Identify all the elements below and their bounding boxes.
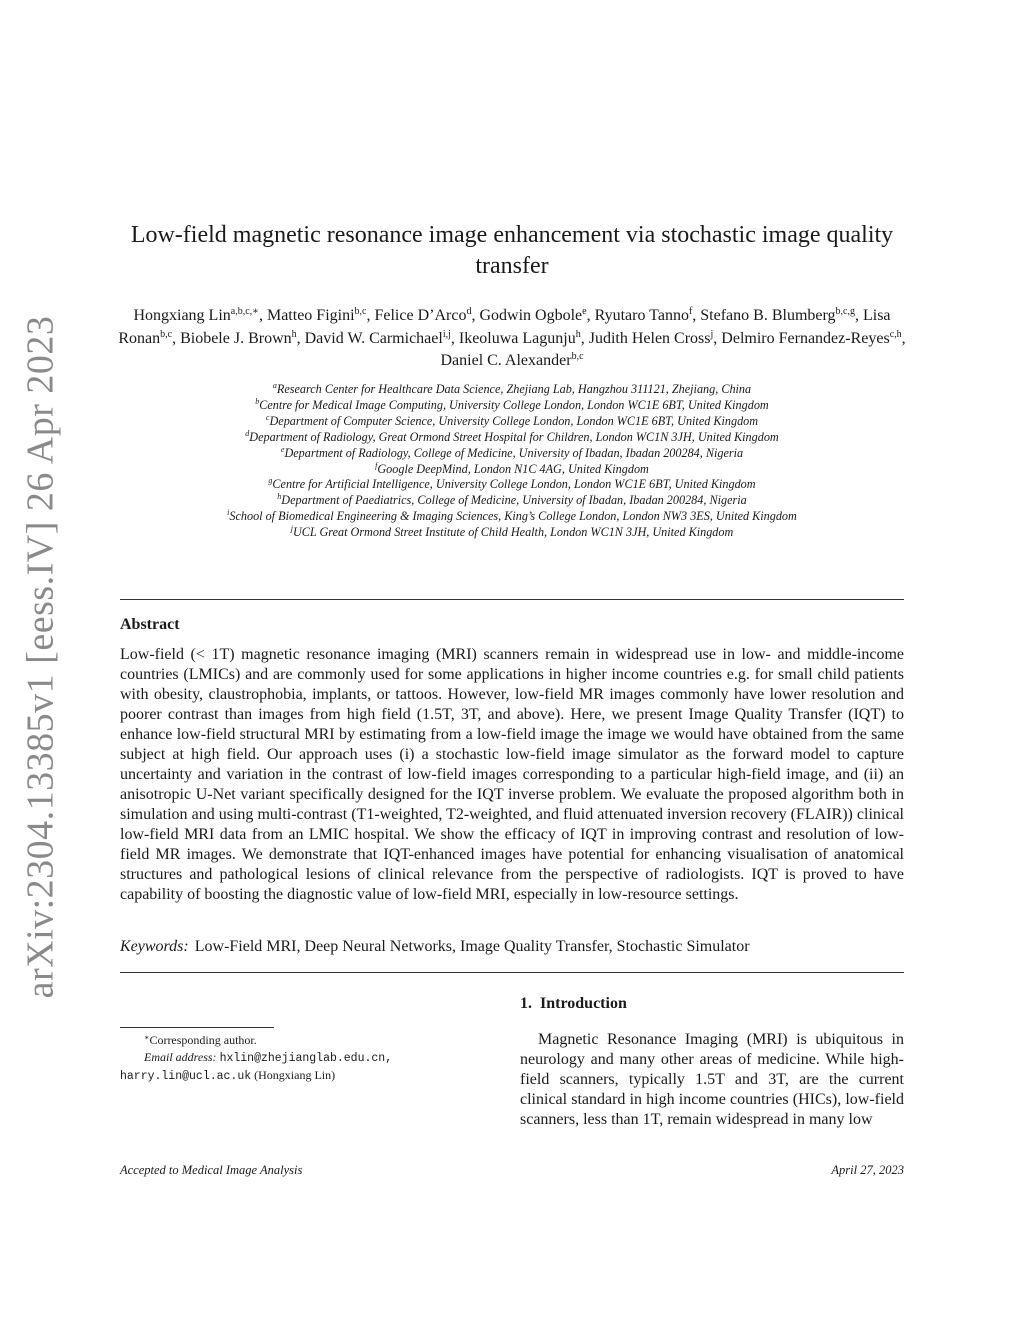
affiliation-text: School of Biomedical Engineering & Imaging Sciences, King’s College London, London NW3 3ES, United Kingdom xyxy=(229,509,797,524)
affiliation-list xyxy=(110,382,914,541)
affiliation xyxy=(110,446,914,462)
author-name: Godwin Ogbole xyxy=(479,307,583,324)
author-name: Ikeoluwa Lagunju xyxy=(458,329,576,347)
footnote xyxy=(120,1032,500,1085)
author xyxy=(479,307,594,324)
affiliation-key: j xyxy=(290,524,293,534)
author-name: Delmiro Fernandez-Reyes xyxy=(721,329,890,347)
author-name: Lisa Ronan xyxy=(118,307,891,347)
author xyxy=(267,307,375,324)
affiliation-key: c xyxy=(265,412,270,422)
author-name: Ryutaro Tanno xyxy=(594,307,689,324)
affiliation-text: Department of Radiology, Great Ormond Street Hospital for Children, London WC1N 3JH, United Kingdom xyxy=(249,429,779,444)
author xyxy=(589,330,722,347)
section-title: Introduction xyxy=(540,995,627,1012)
author-separator: , xyxy=(586,307,595,324)
affiliation xyxy=(110,462,914,478)
affiliation xyxy=(110,414,914,430)
author xyxy=(180,330,305,347)
author-name: David W. Carmichael xyxy=(304,329,443,347)
footnote-email-line-2 xyxy=(120,1067,500,1085)
author xyxy=(305,330,459,347)
author-affiliation-marker: i,j xyxy=(442,328,451,340)
affiliation-key: f xyxy=(375,460,378,470)
affiliation-text: Centre for Medical Image Computing, University College London, London WC1E 6BT, United Kingdom xyxy=(259,397,769,412)
author xyxy=(440,352,583,369)
email-link-2[interactable]: harry.lin@ucl.ac.uk xyxy=(120,1070,252,1083)
date-footer: April 27, 2023 xyxy=(831,1163,904,1177)
author-affiliation-marker: h xyxy=(575,328,581,340)
author-affiliation-marker: f xyxy=(688,306,693,317)
author xyxy=(721,330,905,347)
footnote-email-line xyxy=(120,1049,500,1067)
affiliation-text: Research Center for Healthcare Data Science, Zhejiang Lab, Hangzhou 311121, Zhejiang, China xyxy=(276,382,752,396)
affiliation xyxy=(110,525,914,541)
affiliation xyxy=(110,398,914,414)
affiliation-key: a xyxy=(272,381,277,390)
author-affiliation-marker: b,c xyxy=(354,306,367,317)
affiliation-key: h xyxy=(277,492,282,502)
affiliation-key: d xyxy=(245,428,250,438)
author-affiliation-marker: d xyxy=(466,306,472,317)
footnote-marker: ∗ xyxy=(144,1033,150,1042)
author-separator: , xyxy=(471,307,480,324)
arxiv-identifier-text: arXiv:2304.13385v1 [eess.IV] 26 Apr 2023 xyxy=(19,315,62,999)
affiliation xyxy=(110,430,914,446)
affiliation-key: b xyxy=(255,396,260,406)
author-name: Hongxiang Lin xyxy=(133,307,231,324)
author-affiliation-marker: c,h xyxy=(889,328,902,340)
author-separator: , xyxy=(580,329,589,347)
author-affiliation-marker: b,c xyxy=(160,328,173,340)
email-label: Email address: xyxy=(144,1050,217,1064)
affiliation-text: Department of Radiology, College of Medicine, University of Ibadan, Ibadan 200284, Nigeria xyxy=(284,445,744,460)
abstract-bottom-rule xyxy=(120,972,904,973)
author xyxy=(459,330,589,347)
footnote-corresponding-text: Corresponding author. xyxy=(149,1033,257,1047)
introduction-heading xyxy=(520,995,627,1013)
affiliation-text: Department of Computer Science, University College London, London WC1E 6BT, United Kingdom xyxy=(269,413,759,428)
author-name: Biobele J. Brown xyxy=(180,329,292,347)
affiliation-key: e xyxy=(280,444,285,454)
affiliation-key: i xyxy=(227,508,230,518)
section-number: 1. xyxy=(520,995,532,1012)
abstract-top-rule xyxy=(120,599,904,600)
author-list xyxy=(110,305,914,373)
author-separator: , xyxy=(258,307,267,324)
keywords-text: Low-Field MRI, Deep Neural Networks, Image Quality Transfer, Stochastic Simulator xyxy=(194,938,750,955)
affiliation-key: g xyxy=(268,476,273,486)
author-affiliation-marker: e xyxy=(582,306,587,317)
abstract-body: Low-field (< 1T) magnetic resonance imaging (MRI) scanners remain in widespread use in low- and middle-income countries (LMICs) and are commonly used for some applications in higher income countries e.g. for small child patients with obesity, claustrophobia, implants, or tattoos. However, low-field MR images commonly have lower resolution and poorer contrast than images from high field (1.5T, 3T, and above). Here, we present Image Quality Transfer (IQT) to enhance low-field structural MRI by estimating from a low-field image the image we would have obtained from the same subject at high field. Our approach uses (i) a stochastic low-field image simulator as the forward model to capture uncertainty and variation in the contrast of low-field images corresponding to a particular high-field image, and (ii) an anisotropic U-Net variant specifically designed for the IQT inverse problem. We evaluate the proposed algorithm both in simulation and using multi-contrast (T1-weighted, T2-weighted, and fluid attenuated inversion recovery (FLAIR)) clinical low-field MRI data from an LMIC hospital. We show the efficacy of IQT in improving contrast and resolution of low-field MR images. We demonstrate that IQT-enhanced images have potential for enhancing visualisation of anatomical structures and pathological lesions of clinical relevance from the perspective of radiologists. IQT is proved to have capability of boosting the diagnostic value of low-field MRI, especially in low-resource settings. xyxy=(120,646,904,903)
author-separator: , xyxy=(901,329,906,347)
arxiv-identifier xyxy=(10,315,70,999)
footnote-corresponding xyxy=(120,1032,500,1049)
author-affiliation-marker: b,c,g xyxy=(835,306,855,317)
author-separator: , xyxy=(172,329,181,347)
author-separator: , xyxy=(713,329,722,347)
author-separator: , xyxy=(296,329,305,347)
affiliation xyxy=(110,509,914,525)
affiliation-text: Department of Paediatrics, College of Medicine, University of Ibadan, Ibadan 200284, Nigeria xyxy=(281,493,747,508)
keywords xyxy=(120,938,904,956)
affiliation-text: Google DeepMind, London N1C 4AG, United Kingdom xyxy=(377,461,649,476)
author-affiliation-marker: h xyxy=(291,328,297,340)
author-name: Matteo Figini xyxy=(266,307,355,324)
affiliation xyxy=(110,493,914,509)
author-affiliation-marker: a,b,c,∗ xyxy=(230,306,259,317)
affiliation xyxy=(110,382,914,398)
affiliation-text: UCL Great Ormond Street Institute of Child Health, London WC1N 3JH, United Kingdom xyxy=(292,525,734,540)
email-link-1[interactable]: hxlin@zhejianglab.edu.cn, xyxy=(219,1052,393,1065)
author-name: Felice D’Arco xyxy=(374,307,467,324)
affiliation xyxy=(110,477,914,493)
keywords-label: Keywords: xyxy=(120,938,189,955)
author xyxy=(374,307,479,324)
author-affiliation-marker: b,c xyxy=(571,351,584,362)
author xyxy=(133,307,267,324)
author xyxy=(595,307,701,324)
author-separator: , xyxy=(692,307,701,324)
author-separator: , xyxy=(366,307,375,324)
paper-title: Low-field magnetic resonance image enhancement via stochastic image quality transfer xyxy=(130,222,894,279)
author xyxy=(700,307,863,324)
introduction-body: Magnetic Resonance Imaging (MRI) is ubiquitous in neurology and many other areas of medicine. While high-field scanners, typically 1.5T and 3T, are the current clinical standard in high income countries (HICs), low-field scanners, less than 1T, remain widespread in many low xyxy=(520,1031,904,1128)
author-separator: , xyxy=(854,307,863,324)
author-name: Daniel C. Alexander xyxy=(440,352,572,369)
author-affiliation-marker: j xyxy=(710,328,714,340)
abstract-heading: Abstract xyxy=(120,616,180,633)
footnote-rule xyxy=(120,1027,274,1028)
email-owner: (Hongxiang Lin) xyxy=(254,1068,336,1082)
author-name: Stefano B. Blumberg xyxy=(700,307,836,324)
author-separator: , xyxy=(450,329,459,347)
journal-footer: Accepted to Medical Image Analysis xyxy=(120,1163,303,1177)
affiliation-text: Centre for Artificial Intelligence, University College London, London WC1E 6BT, United Kingdom xyxy=(272,477,756,492)
author-name: Judith Helen Cross xyxy=(588,329,711,347)
